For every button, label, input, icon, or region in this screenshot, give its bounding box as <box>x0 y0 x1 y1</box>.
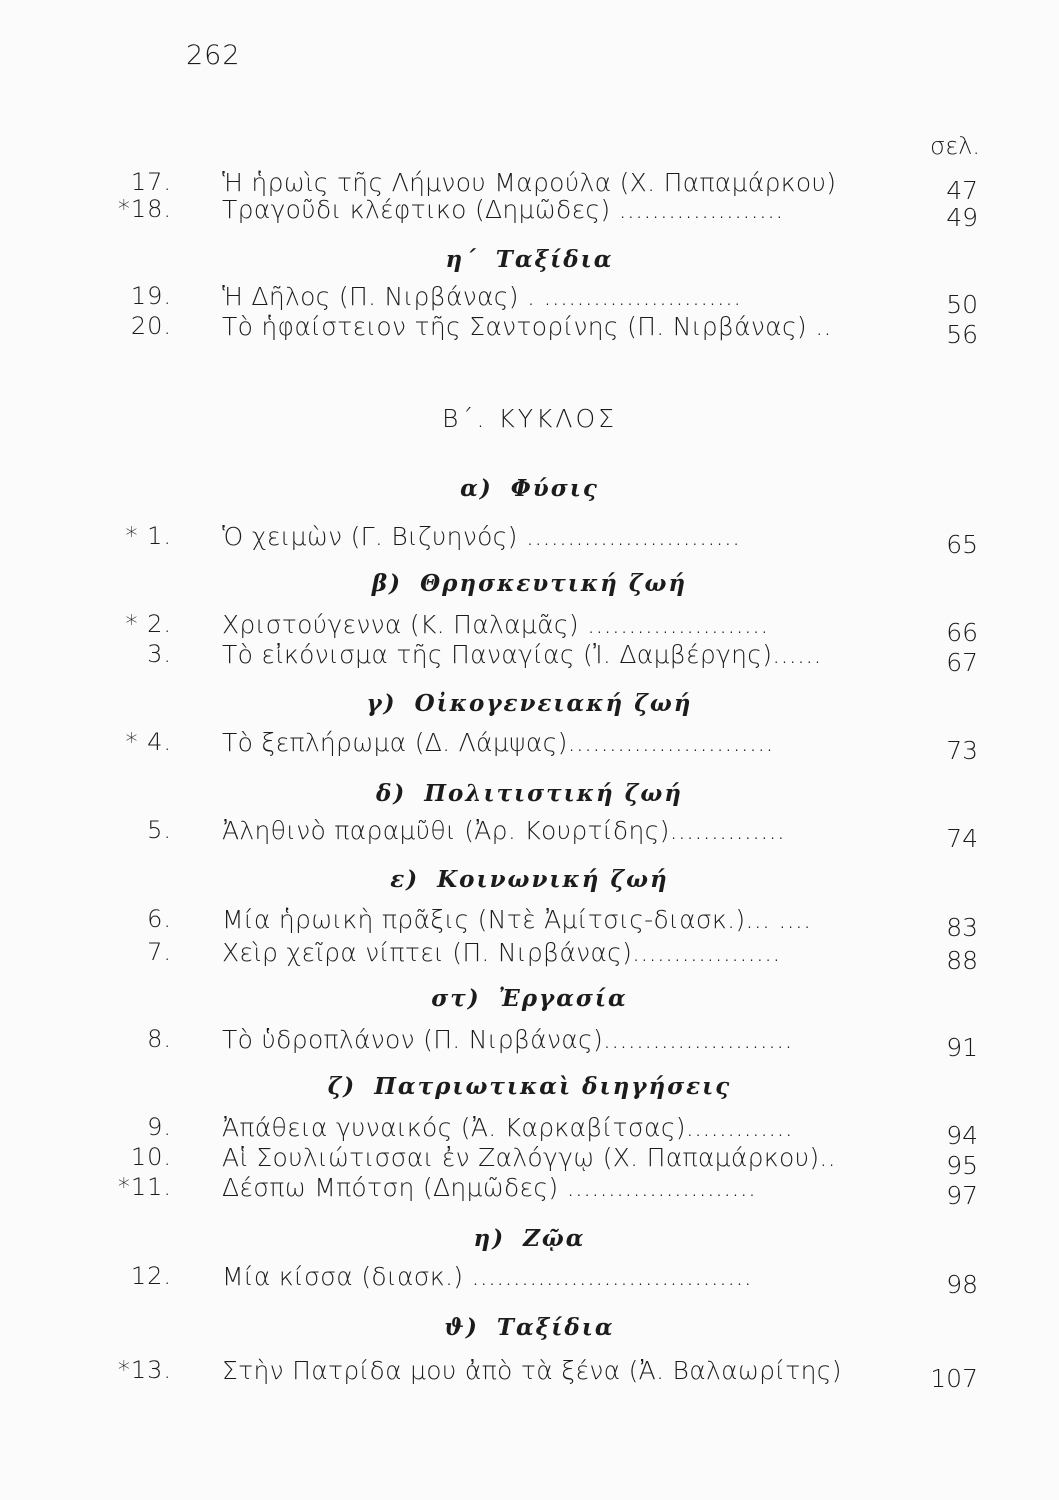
toc-entry <box>125 522 990 559</box>
entry-title: Ἀληθινὸ παραμῦθι (Ἀρ. Κουρτίδης).............. <box>222 816 786 845</box>
entry-title: Στὴν Πατρίδα μου ἀπὸ τὰ ξένα (Ἀ. Βαλαωρίτης) <box>222 1356 842 1385</box>
entry-number: *11. <box>117 1173 172 1201</box>
toc-entry <box>117 1173 990 1210</box>
entry-number: * 2. <box>125 610 172 638</box>
entry-title: Ἡ ἡρωὶς τῆς Λήμνου Μαρούλα (Χ. Παπαμάρκου) <box>222 168 837 197</box>
entry-page: 98 <box>946 1270 978 1299</box>
entry-page: 91 <box>946 1033 978 1062</box>
cycle-heading: Β΄. ΚΥΚΛΟΣ <box>442 404 617 433</box>
entry-number: 19. <box>130 282 172 310</box>
section-heading: στ) Ἐργασία <box>431 985 628 1012</box>
entry-title: Τραγοῦδι κλέφτικο (Δημῶδες) .................... <box>222 195 784 224</box>
toc-entry <box>130 1262 990 1299</box>
entry-page: 73 <box>946 736 978 765</box>
toc-entry <box>147 816 990 853</box>
toc-entry <box>147 1113 990 1150</box>
entry-number: 7. <box>147 938 172 966</box>
toc-entry <box>130 1143 990 1180</box>
section-heading: η΄ Ταξίδια <box>445 246 614 273</box>
entry-number: 12. <box>130 1262 172 1290</box>
entry-page: 66 <box>946 618 978 647</box>
section-heading: β) Θρησκευτική ζωή <box>371 570 688 597</box>
entry-number: 9. <box>147 1113 172 1141</box>
entry-number: 5. <box>147 816 172 844</box>
entry-page: 67 <box>946 648 978 677</box>
entry-page: 88 <box>946 946 978 975</box>
entry-number: *13. <box>117 1356 172 1384</box>
entry-page: 95 <box>946 1151 978 1180</box>
toc-entry <box>130 312 990 349</box>
entry-title: Ἀπάθεια γυναικός (Ἀ. Καρκαβίτσας)............. <box>222 1113 794 1142</box>
section-heading: α) Φύσις <box>460 475 599 502</box>
section-heading: ϑ) Ταξίδια <box>444 1314 615 1341</box>
entry-page: 74 <box>946 824 978 853</box>
toc-entry <box>130 282 990 319</box>
entry-title: Δέσπω Μπότση (Δημῶδες) ....................... <box>222 1173 757 1202</box>
toc-entry <box>125 610 990 647</box>
toc-entry <box>147 938 990 975</box>
toc-entry <box>147 640 990 677</box>
section-heading: γ) Οἰκογενειακή ζωή <box>366 690 693 717</box>
entry-page: 97 <box>946 1181 978 1210</box>
toc-entry <box>147 1025 990 1062</box>
entry-number: * 1. <box>125 522 172 550</box>
entry-page: 50 <box>946 290 978 319</box>
entry-title: Τὸ ὑδροπλάνον (Π. Νιρβάνας)....................... <box>222 1025 793 1054</box>
entry-number: * 4. <box>125 728 172 756</box>
entry-title: Τὸ εἰκόνισμα τῆς Παναγίας (Ἰ. Δαμβέργης)...... <box>222 640 822 669</box>
section-heading: η) Ζῷα <box>473 1225 586 1252</box>
page-column-label: σελ. <box>930 132 981 160</box>
entry-number: 20. <box>130 312 172 340</box>
section-heading: ε) Κοινωνική ζωή <box>390 866 669 893</box>
entry-number: *18. <box>117 195 172 223</box>
toc-entry <box>125 728 990 765</box>
entry-page: 47 <box>946 176 978 205</box>
entry-title: Χριστούγεννα (Κ. Παλαμᾶς) ...................... <box>222 610 769 639</box>
entry-number: 8. <box>147 1025 172 1053</box>
section-heading: ζ) Πατριωτικαὶ διηγήσεις <box>327 1073 732 1100</box>
entry-title: Τὸ ἡφαίστειον τῆς Σαντορίνης (Π. Νιρβάνας) .. <box>222 312 832 341</box>
entry-page: 56 <box>946 320 978 349</box>
entry-title: Μία ἡρωικὴ πρᾶξις (Ντὲ Ἀμίτσις-διασκ.)... .... <box>222 905 812 934</box>
toc-entry <box>117 195 990 232</box>
entry-title: Ἡ Δῆλος (Π. Νιρβάνας) . ........................ <box>222 282 742 311</box>
entry-number: 10. <box>130 1143 172 1171</box>
entry-title: Τὸ ξεπλήρωμα (Δ. Λάμψας)......................... <box>222 728 774 757</box>
page-number: 262 <box>186 40 241 71</box>
toc-entry <box>117 1356 990 1393</box>
toc-entry <box>147 905 990 942</box>
entry-title: Μία κίσσα (διασκ.) .................................. <box>222 1262 752 1291</box>
entry-number: 3. <box>147 640 172 668</box>
entry-page: 83 <box>946 913 978 942</box>
entry-title: Αἱ Σουλιώτισσαι ἐν Ζαλόγγῳ (Χ. Παπαμάρκου).. <box>222 1143 836 1172</box>
entry-page: 107 <box>930 1364 978 1393</box>
entry-page: 65 <box>946 530 978 559</box>
section-heading: δ) Πολιτιστική ζωή <box>376 780 683 807</box>
entry-page: 94 <box>946 1121 978 1150</box>
entry-number: 6. <box>147 905 172 933</box>
entry-title: Χεὶρ χεῖρα νίπτει (Π. Νιρβάνας).................. <box>222 938 781 967</box>
entry-page: 49 <box>946 203 978 232</box>
entry-number: 17. <box>130 168 172 196</box>
entry-title: Ὁ χειμὼν (Γ. Βιζυηνός) .......................... <box>222 522 741 551</box>
